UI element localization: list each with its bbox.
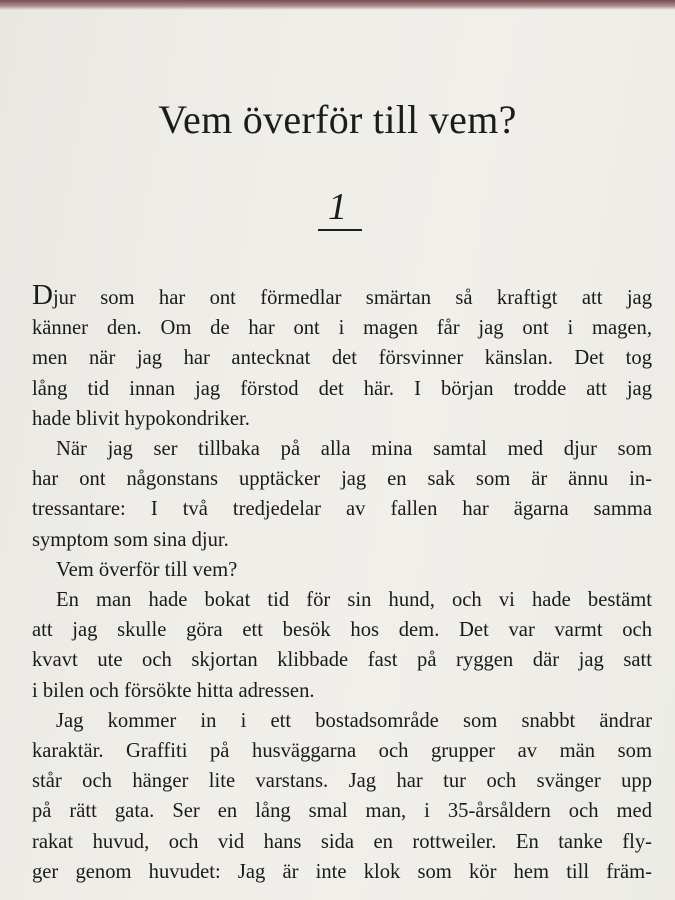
text-line: tressantare: I två tredjedelar av fallen har ägarna samma — [32, 498, 652, 521]
text-line: När jag ser tillbaka på alla mina samtal med djur som — [56, 438, 652, 461]
paragraph-4 — [32, 585, 652, 706]
text-line: i bilen och försökte hitta adressen. — [32, 679, 315, 702]
text-line: hade blivit hypokondriker. — [32, 407, 250, 430]
text-line: Djur som har ont förmedlar smärtan så kraftigt att jag — [32, 279, 652, 311]
chapter-title: Vem överför till vem? — [158, 97, 517, 142]
text-line: känner den. Om de har ont i magen får jag ont i magen, — [32, 317, 652, 340]
paragraph-2 — [32, 434, 652, 555]
paragraph-5 — [32, 706, 652, 887]
page-top-edge — [0, 0, 675, 10]
text-line: men när jag har antecknat det försvinner känslan. Det tog — [32, 347, 652, 370]
text-line: på rätt gata. Ser en lång smal man, i 35-årsåldern och med — [32, 800, 652, 823]
chapter-number-underline — [318, 229, 362, 231]
paragraph-1 — [32, 279, 652, 434]
text-line: står och hänger lite varstans. Jag har tur och svänger upp — [32, 770, 652, 793]
text-line: har ont någonstans upptäcker jag en sak som är ännu in- — [32, 468, 652, 491]
paragraph-3 — [32, 555, 652, 585]
text-line: kvavt ute och skjortan klibbade fast på ryggen där jag satt — [32, 649, 652, 672]
text-line: En man hade bokat tid för sin hund, och vi hade bestämt — [56, 589, 652, 612]
drop-cap: D — [32, 279, 53, 311]
text-line: ger genom huvudet: Jag är inte klok som kör hem till främ- — [32, 860, 652, 883]
text-line: Vem överför till vem? — [56, 558, 238, 581]
text-line: Jag kommer in i ett bostadsområde som snabbt ändrar — [56, 709, 652, 732]
text-line: karaktär. Graffiti på husväggarna och grupper av män som — [32, 740, 652, 763]
chapter-number: 1 — [328, 186, 347, 228]
chapter-body — [32, 279, 652, 887]
text-line: symptom som sina djur. — [32, 528, 229, 551]
text-line: lång tid innan jag förstod det här. I början trodde att jag — [32, 377, 652, 400]
text-line: rakat huvud, och vid hans sida en rottweiler. En tanke fly- — [32, 830, 652, 853]
text-line: att jag skulle göra ett besök hos dem. Det var varmt och — [32, 619, 652, 642]
